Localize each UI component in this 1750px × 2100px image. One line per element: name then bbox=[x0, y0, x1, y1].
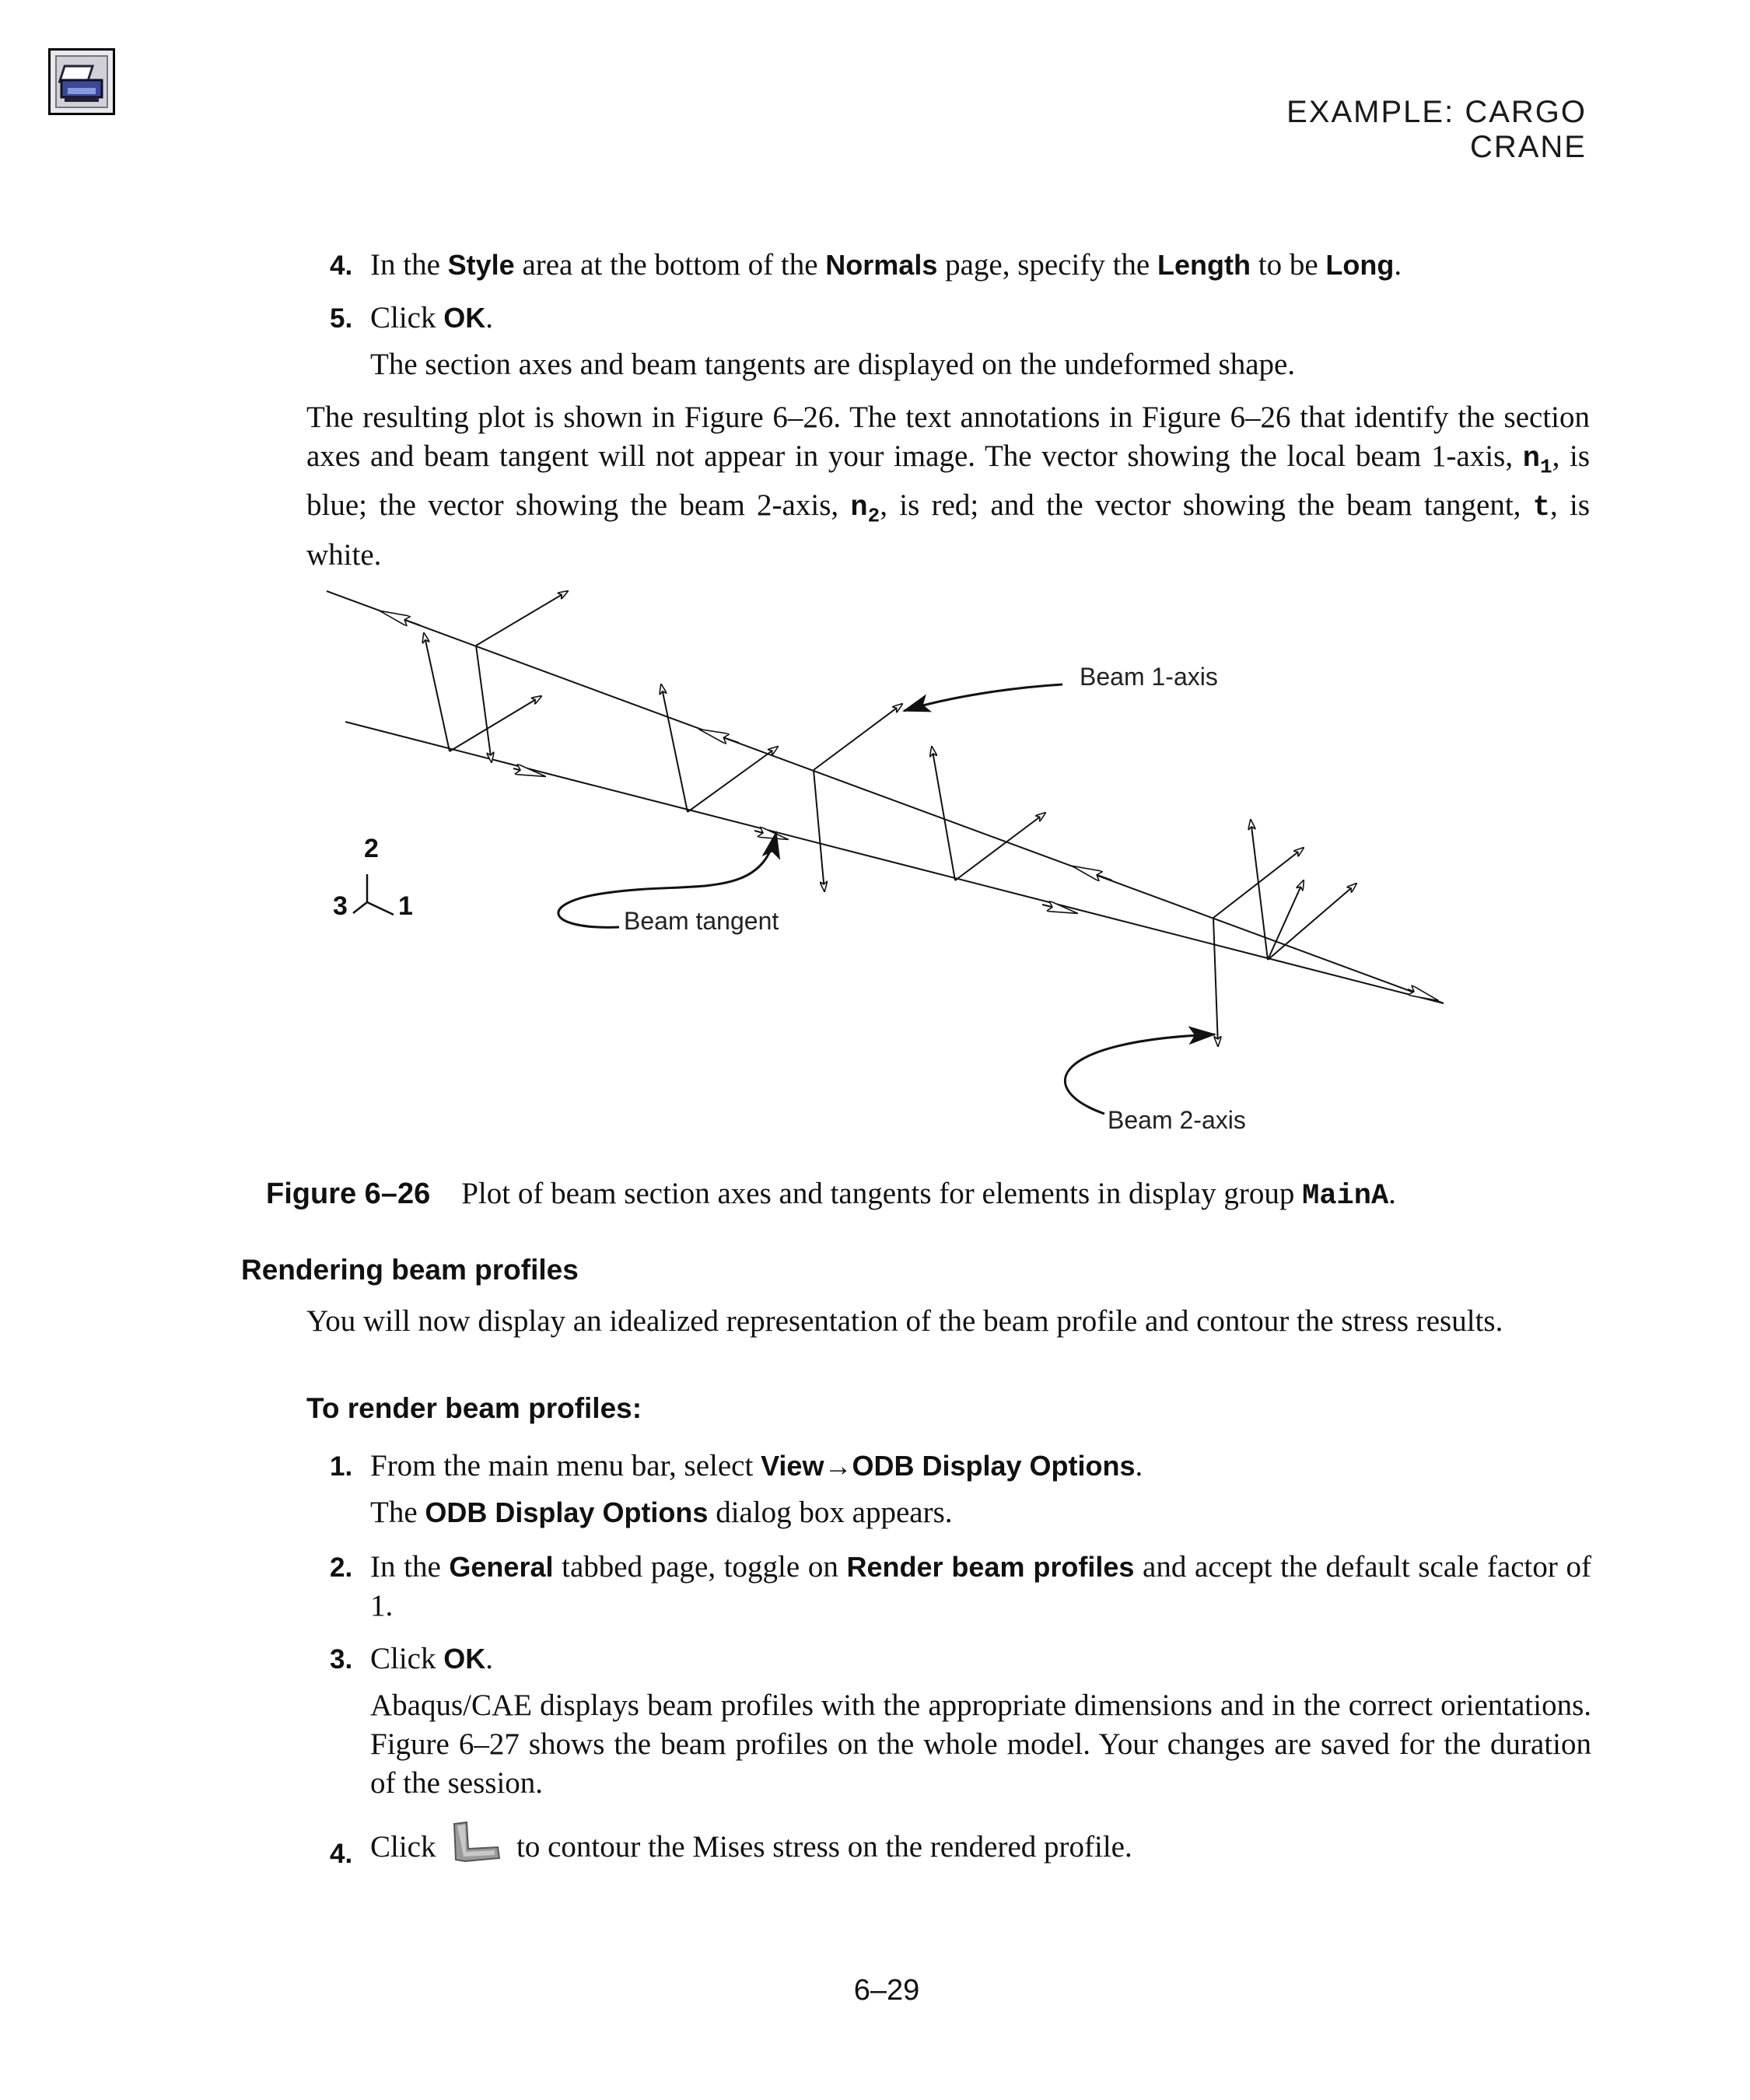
section-intro: You will now display an idealized representation of the beam profile and contour the stress results. bbox=[306, 1304, 1503, 1338]
running-header: EXAMPLE: CARGO CRANE bbox=[1286, 95, 1587, 164]
triad-axis-3: 3 bbox=[333, 891, 348, 921]
lower-beam-line bbox=[345, 722, 1444, 1003]
beam2-leader bbox=[1065, 1034, 1215, 1114]
ui-term: Length bbox=[1157, 249, 1251, 281]
step-number: 2. bbox=[330, 1552, 353, 1583]
procedure-heading: To render beam profiles: bbox=[306, 1392, 642, 1424]
ui-term: OK bbox=[443, 302, 486, 334]
step-number: 3. bbox=[330, 1644, 353, 1675]
vector-symbol: t bbox=[1532, 492, 1550, 525]
menu-path: View→ODB Display Options bbox=[761, 1450, 1136, 1482]
triad-axis-2: 2 bbox=[364, 834, 379, 863]
contour-plot-tool-icon[interactable] bbox=[450, 1821, 502, 1867]
step-text: In the Style area at the bottom of the Normals page, specify the Length to be Long. bbox=[370, 248, 1402, 282]
step-text: Click OK. bbox=[370, 301, 493, 334]
procedure-step-3-note: Abaqus/CAE displays beam profiles with the appropriate dimensions and in the correct orientations. Figure 6–27 shows the beam profiles on the whole model. Your changes are saved for the duration of the session. bbox=[370, 1689, 1591, 1800]
ui-term: ODB Display Options bbox=[425, 1496, 709, 1528]
figure-label: Figure 6–26 bbox=[266, 1178, 431, 1210]
ui-term: General bbox=[449, 1551, 554, 1583]
step-number: 1. bbox=[330, 1451, 353, 1482]
ui-term: Render beam profiles bbox=[846, 1551, 1135, 1583]
beam-2-axis-label: Beam 2-axis bbox=[1108, 1106, 1246, 1134]
step-number: 4. bbox=[330, 1839, 353, 1869]
paragraph-intro: The resulting plot is shown in Figure 6–26. The text annotations in Figure 6–26 that identify the section axes and beam tangent will not appear in your image. The vector showing the local beam 1-axis, $n_1$, is blue; the vector showing the beam 2-axis, $n_2$, is red; and the vector showing the beam tangent, t, is white. bbox=[306, 401, 1591, 572]
step-text: Click to contour the Mises stress on the rendered profile. bbox=[370, 1820, 1591, 1874]
vector-symbol: $n_2$ bbox=[850, 492, 880, 528]
step-text: From the main menu bar, select View→ODB Display Options. bbox=[370, 1449, 1143, 1482]
beam-1-axis-label: Beam 1-axis bbox=[1080, 663, 1218, 691]
step-text: In the General tabbed page, toggle on Render beam profiles and accept the default scale factor of 1. bbox=[370, 1550, 1592, 1622]
procedure-step-1-note: The ODB Display Options dialog box appears. bbox=[370, 1496, 953, 1529]
step-5-note: The section axes and beam tangents are displayed on the undeformed shape. bbox=[370, 348, 1296, 381]
display-group-name: MainA bbox=[1302, 1180, 1389, 1213]
beam-tangent-label: Beam tangent bbox=[624, 907, 779, 935]
step-text: Click OK. bbox=[370, 1642, 493, 1675]
ui-term: Long bbox=[1325, 249, 1395, 281]
coordinate-triad bbox=[353, 874, 394, 915]
step-number: 5. bbox=[330, 303, 353, 334]
beam1-leader bbox=[904, 684, 1062, 711]
section-heading: Rendering beam profiles bbox=[241, 1254, 579, 1286]
triad-axis-1: 1 bbox=[398, 891, 413, 921]
ui-term: Normals bbox=[825, 249, 938, 281]
page-number: 6–29 bbox=[853, 1974, 920, 2007]
vector-symbol: $n_1$ bbox=[1522, 443, 1552, 479]
ui-term: Style bbox=[447, 249, 515, 281]
ui-term: OK bbox=[443, 1643, 486, 1675]
step-number: 4. bbox=[330, 250, 353, 281]
figure-caption: Figure 6–26 Plot of beam section axes and tangents for elements in display group MainA. bbox=[266, 1177, 1396, 1213]
